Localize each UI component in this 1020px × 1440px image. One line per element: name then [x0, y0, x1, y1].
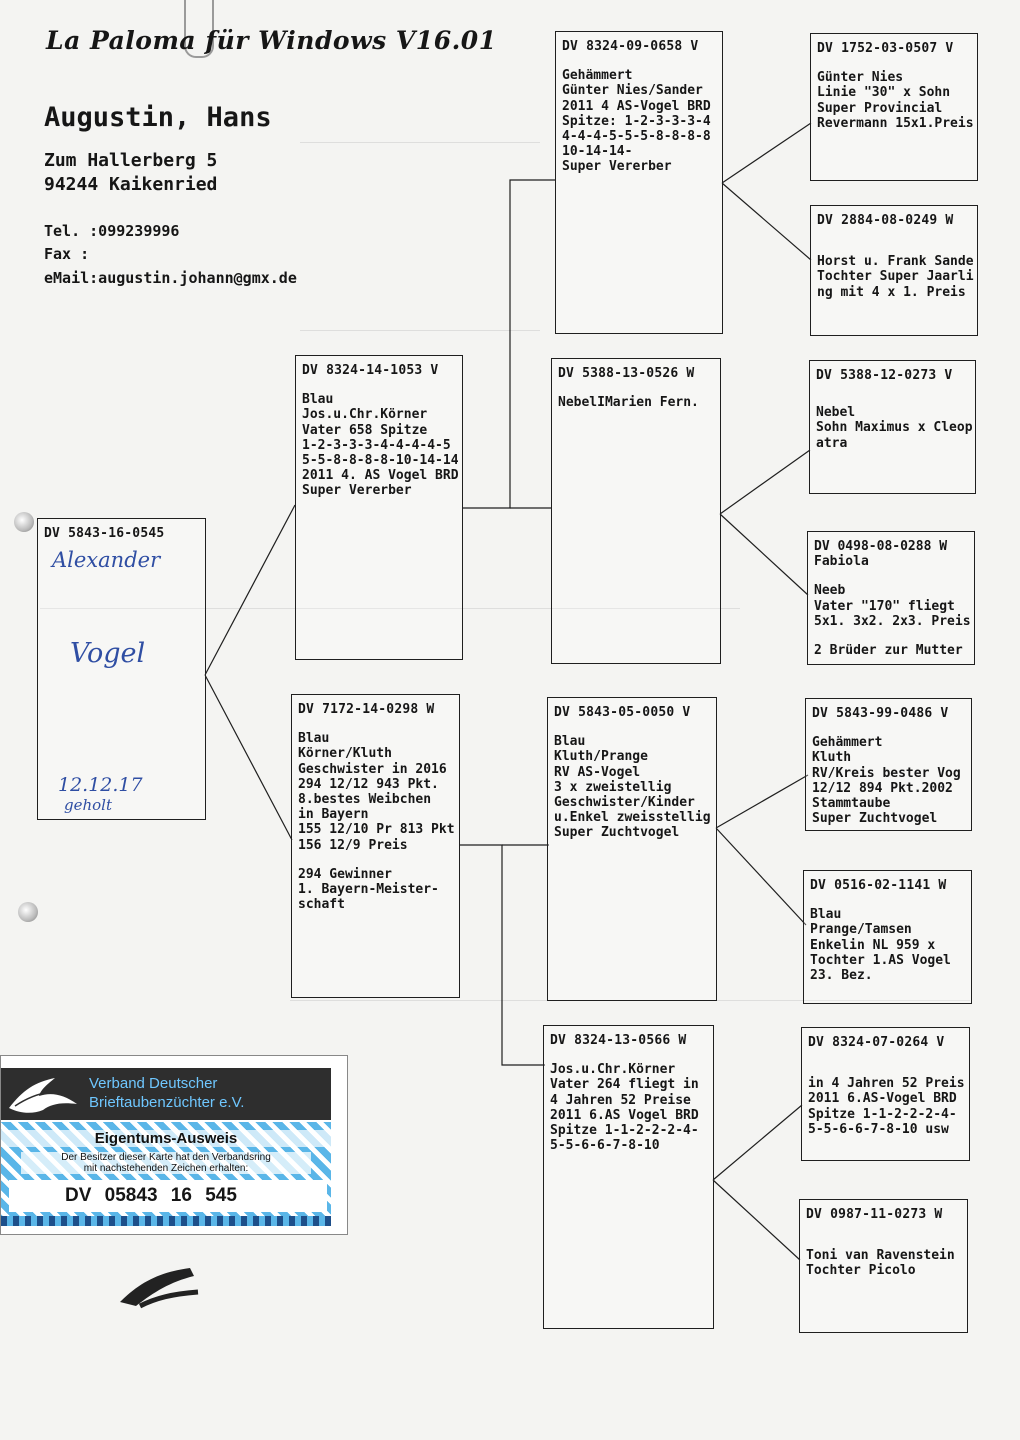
- great-grandparent-box: [799, 1199, 968, 1333]
- great-grandparent-ring-number: DV 2884-08-0249 W: [817, 213, 954, 228]
- great-grandparent-line: Revermann 15x1.Preis: [817, 115, 974, 131]
- grandparent-line: Super Vererber: [562, 159, 672, 175]
- great-grandparent-line: Super Zuchtvogel: [812, 811, 938, 827]
- great-grandparent-line: Blau: [810, 907, 842, 923]
- grandparent-line: NebelIMarien Fern.: [558, 395, 699, 411]
- card-sub-line: mit nachstehenden Zeichen erhalten:: [83, 1163, 249, 1174]
- grandparent-line: 2011 6.AS Vogel BRD: [550, 1107, 699, 1123]
- great-grandparent-box: [803, 870, 972, 1004]
- father-box: [295, 355, 463, 660]
- great-grandparent-box: [809, 360, 976, 494]
- great-grandparent-ring-number: DV 1752-03-0507 V: [817, 41, 954, 56]
- grandparent-line: 2011 4 AS-Vogel BRD: [562, 98, 711, 114]
- mother-line: 294 12/12 943 Pkt.: [298, 776, 439, 792]
- grandparent-line: 4-4-4-5-5-5-8-8-8-8: [562, 129, 711, 145]
- great-grandparent-line: Neeb: [814, 583, 846, 599]
- mother-line: 1. Bayern-Meister-: [298, 882, 439, 898]
- card-sub-line: Der Besitzer dieser Karte hat den Verbandsring: [61, 1152, 271, 1163]
- owner-email: eMail:augustin.johann@gmx.de: [44, 269, 297, 287]
- grandparent-line: Vater 264 fliegt in: [550, 1077, 699, 1093]
- owner-city: 94244 Kaikenried: [44, 174, 218, 195]
- grandparent-ring-number: DV 5388-13-0526 W: [558, 366, 695, 381]
- great-grandparent-line: atra: [816, 435, 848, 451]
- card-title: Eigentums-Ausweis: [1, 1130, 331, 1147]
- great-grandparent-line: 23. Bez.: [810, 968, 873, 984]
- stamp-mark-icon: [110, 1262, 210, 1312]
- handwritten-name: Alexander: [52, 548, 161, 572]
- great-grandparent-line: in 4 Jahren 52 Preis: [808, 1076, 965, 1092]
- ownership-card: [0, 1055, 348, 1235]
- grandparent-line: RV AS-Vogel: [554, 764, 641, 780]
- mother-line: Körner/Kluth: [298, 746, 392, 762]
- grandparent-line: Gehämmert: [562, 68, 633, 84]
- great-grandparent-line: 12/12 894 Pkt.2002: [812, 780, 953, 796]
- great-grandparent-ring-number: DV 0987-11-0273 W: [806, 1207, 943, 1222]
- great-grandparent-line: Prange/Tamsen: [810, 922, 912, 938]
- great-grandparent-line: 2011 6.AS-Vogel BRD: [808, 1091, 957, 1107]
- great-grandparent-line: Tochter Picolo: [806, 1263, 916, 1279]
- great-grandparent-box: [805, 698, 972, 831]
- great-grandparent-line: Stammtaube: [812, 796, 891, 812]
- card-org-line: Verband Deutscher: [89, 1075, 218, 1092]
- grandparent-line: Spitze: 1-2-3-3-3-4: [562, 113, 711, 129]
- subject-ring-number: DV 5843-16-0545: [44, 526, 165, 541]
- father-line: Blau: [302, 392, 334, 408]
- owner-tel: Tel. :099239996: [44, 222, 180, 240]
- pigeon-logo-icon: [5, 1068, 83, 1120]
- grandparent-line: Günter Nies/Sander: [562, 83, 703, 99]
- great-grandparent-line: 5x1. 3x2. 2x3. Preis: [814, 613, 971, 629]
- great-grandparent-ring-number: DV 5388-12-0273 V: [816, 368, 953, 383]
- mother-line: 155 12/10 Pr 813 Pkt: [298, 822, 455, 838]
- father-line: 2011 4. AS Vogel BRD: [302, 468, 459, 484]
- software-title: La Paloma für Windows V16.01: [46, 26, 497, 55]
- grandmother-paternal-box: [551, 358, 721, 664]
- handwritten-note: geholt: [64, 796, 112, 814]
- great-grandparent-line: ng mit 4 x 1. Preis: [817, 284, 966, 300]
- owner-fax: Fax :: [44, 245, 90, 263]
- great-grandparent-line: Nebel: [816, 405, 856, 421]
- great-grandparent-box: [810, 205, 978, 336]
- great-grandparent-line: Fabiola: [814, 554, 869, 570]
- great-grandparent-line: Super Provincial: [817, 100, 943, 116]
- great-grandparent-line: Sohn Maximus x Cleop: [816, 420, 973, 436]
- great-grandparent-line: Vater "170" fliegt: [814, 598, 955, 614]
- father-line: Jos.u.Chr.Körner: [302, 407, 428, 423]
- grandparent-ring-number: DV 5843-05-0050 V: [554, 705, 691, 720]
- card-strip: [1, 1216, 331, 1226]
- grandparent-ring-number: DV 8324-09-0658 V: [562, 39, 699, 54]
- grandparent-line: 10-14-14-: [562, 144, 633, 160]
- mother-line: Geschwister in 2016: [298, 761, 447, 777]
- owner-street: Zum Hallerberg 5: [44, 150, 218, 171]
- great-grandparent-line: Tochter Super Jaarli: [817, 269, 974, 285]
- great-grandparent-box: [807, 531, 975, 665]
- grandparent-line: u.Enkel zweisstellig: [554, 810, 711, 826]
- great-grandparent-line: Günter Nies: [817, 70, 904, 86]
- grandfather-maternal-box: [547, 697, 717, 1001]
- great-grandparent-ring-number: DV 0516-02-1141 W: [810, 878, 947, 893]
- grandfather-paternal-box: [555, 31, 723, 334]
- great-grandparent-line: Enkelin NL 959 x: [810, 937, 936, 953]
- grandparent-ring-number: DV 8324-13-0566 W: [550, 1033, 687, 1048]
- great-grandparent-ring-number: DV 5843-99-0486 V: [812, 706, 949, 721]
- mother-line: in Bayern: [298, 807, 369, 823]
- grandparent-line: Jos.u.Chr.Körner: [550, 1062, 676, 1078]
- grandparent-line: 3 x zweistellig: [554, 779, 672, 795]
- card-ring-number: DV 05843 16 545: [9, 1180, 327, 1212]
- grandmother-maternal-box: [543, 1025, 714, 1329]
- great-grandparent-line: RV/Kreis bester Vog: [812, 765, 961, 781]
- great-grandparent-line: Horst u. Frank Sande: [817, 254, 974, 270]
- grandparent-line: 4 Jahren 52 Preise: [550, 1092, 691, 1108]
- father-line: Super Vererber: [302, 483, 412, 499]
- card-organization: [89, 1074, 244, 1112]
- father-ring-number: DV 8324-14-1053 V: [302, 363, 439, 378]
- grandparent-line: Geschwister/Kinder: [554, 795, 695, 811]
- father-line: Vater 658 Spitze: [302, 422, 428, 438]
- mother-line: 156 12/9 Preis: [298, 837, 408, 853]
- handwritten-date: 12.12.17: [58, 774, 143, 796]
- father-line: 1-2-3-3-3-4-4-4-4-5: [302, 437, 451, 453]
- owner-name: Augustin, Hans: [44, 102, 272, 133]
- mother-line: 294 Gewinner: [298, 866, 392, 882]
- grandparent-line: 5-5-6-6-7-8-10: [550, 1138, 660, 1154]
- grandparent-line: Kluth/Prange: [554, 749, 648, 765]
- great-grandparent-box: [801, 1027, 970, 1161]
- great-grandparent-line: 2 Brüder zur Mutter: [814, 643, 963, 659]
- great-grandparent-line: Linie "30" x Sohn: [817, 85, 951, 101]
- father-line: 5-5-8-8-8-8-10-14-14: [302, 453, 459, 469]
- grandparent-line: Blau: [554, 734, 586, 750]
- card-org-line: Brieftaubenzüchter e.V.: [89, 1094, 245, 1111]
- mother-box: [291, 694, 460, 998]
- grandparent-line: Super Zuchtvogel: [554, 825, 680, 841]
- great-grandparent-line: Spitze 1-1-2-2-2-4-: [808, 1106, 957, 1122]
- mother-line: Blau: [298, 731, 330, 747]
- great-grandparent-ring-number: DV 0498-08-0288 W: [814, 539, 948, 554]
- mother-line: schaft: [298, 897, 345, 913]
- great-grandparent-line: Gehämmert: [812, 735, 883, 751]
- mother-line: 8.bestes Weibchen: [298, 792, 432, 808]
- great-grandparent-box: [810, 33, 978, 181]
- great-grandparent-ring-number: DV 8324-07-0264 V: [808, 1035, 945, 1050]
- mother-ring-number: DV 7172-14-0298 W: [298, 702, 435, 717]
- grandparent-line: Spitze 1-1-2-2-2-4-: [550, 1123, 699, 1139]
- great-grandparent-line: 5-5-6-6-7-8-10 usw: [808, 1121, 949, 1137]
- card-subtitle: [21, 1152, 311, 1174]
- handwritten-name: Vogel: [70, 638, 146, 669]
- great-grandparent-line: Kluth: [812, 750, 852, 766]
- great-grandparent-line: Tochter 1.AS Vogel: [810, 952, 951, 968]
- great-grandparent-line: Toni van Ravenstein: [806, 1248, 955, 1264]
